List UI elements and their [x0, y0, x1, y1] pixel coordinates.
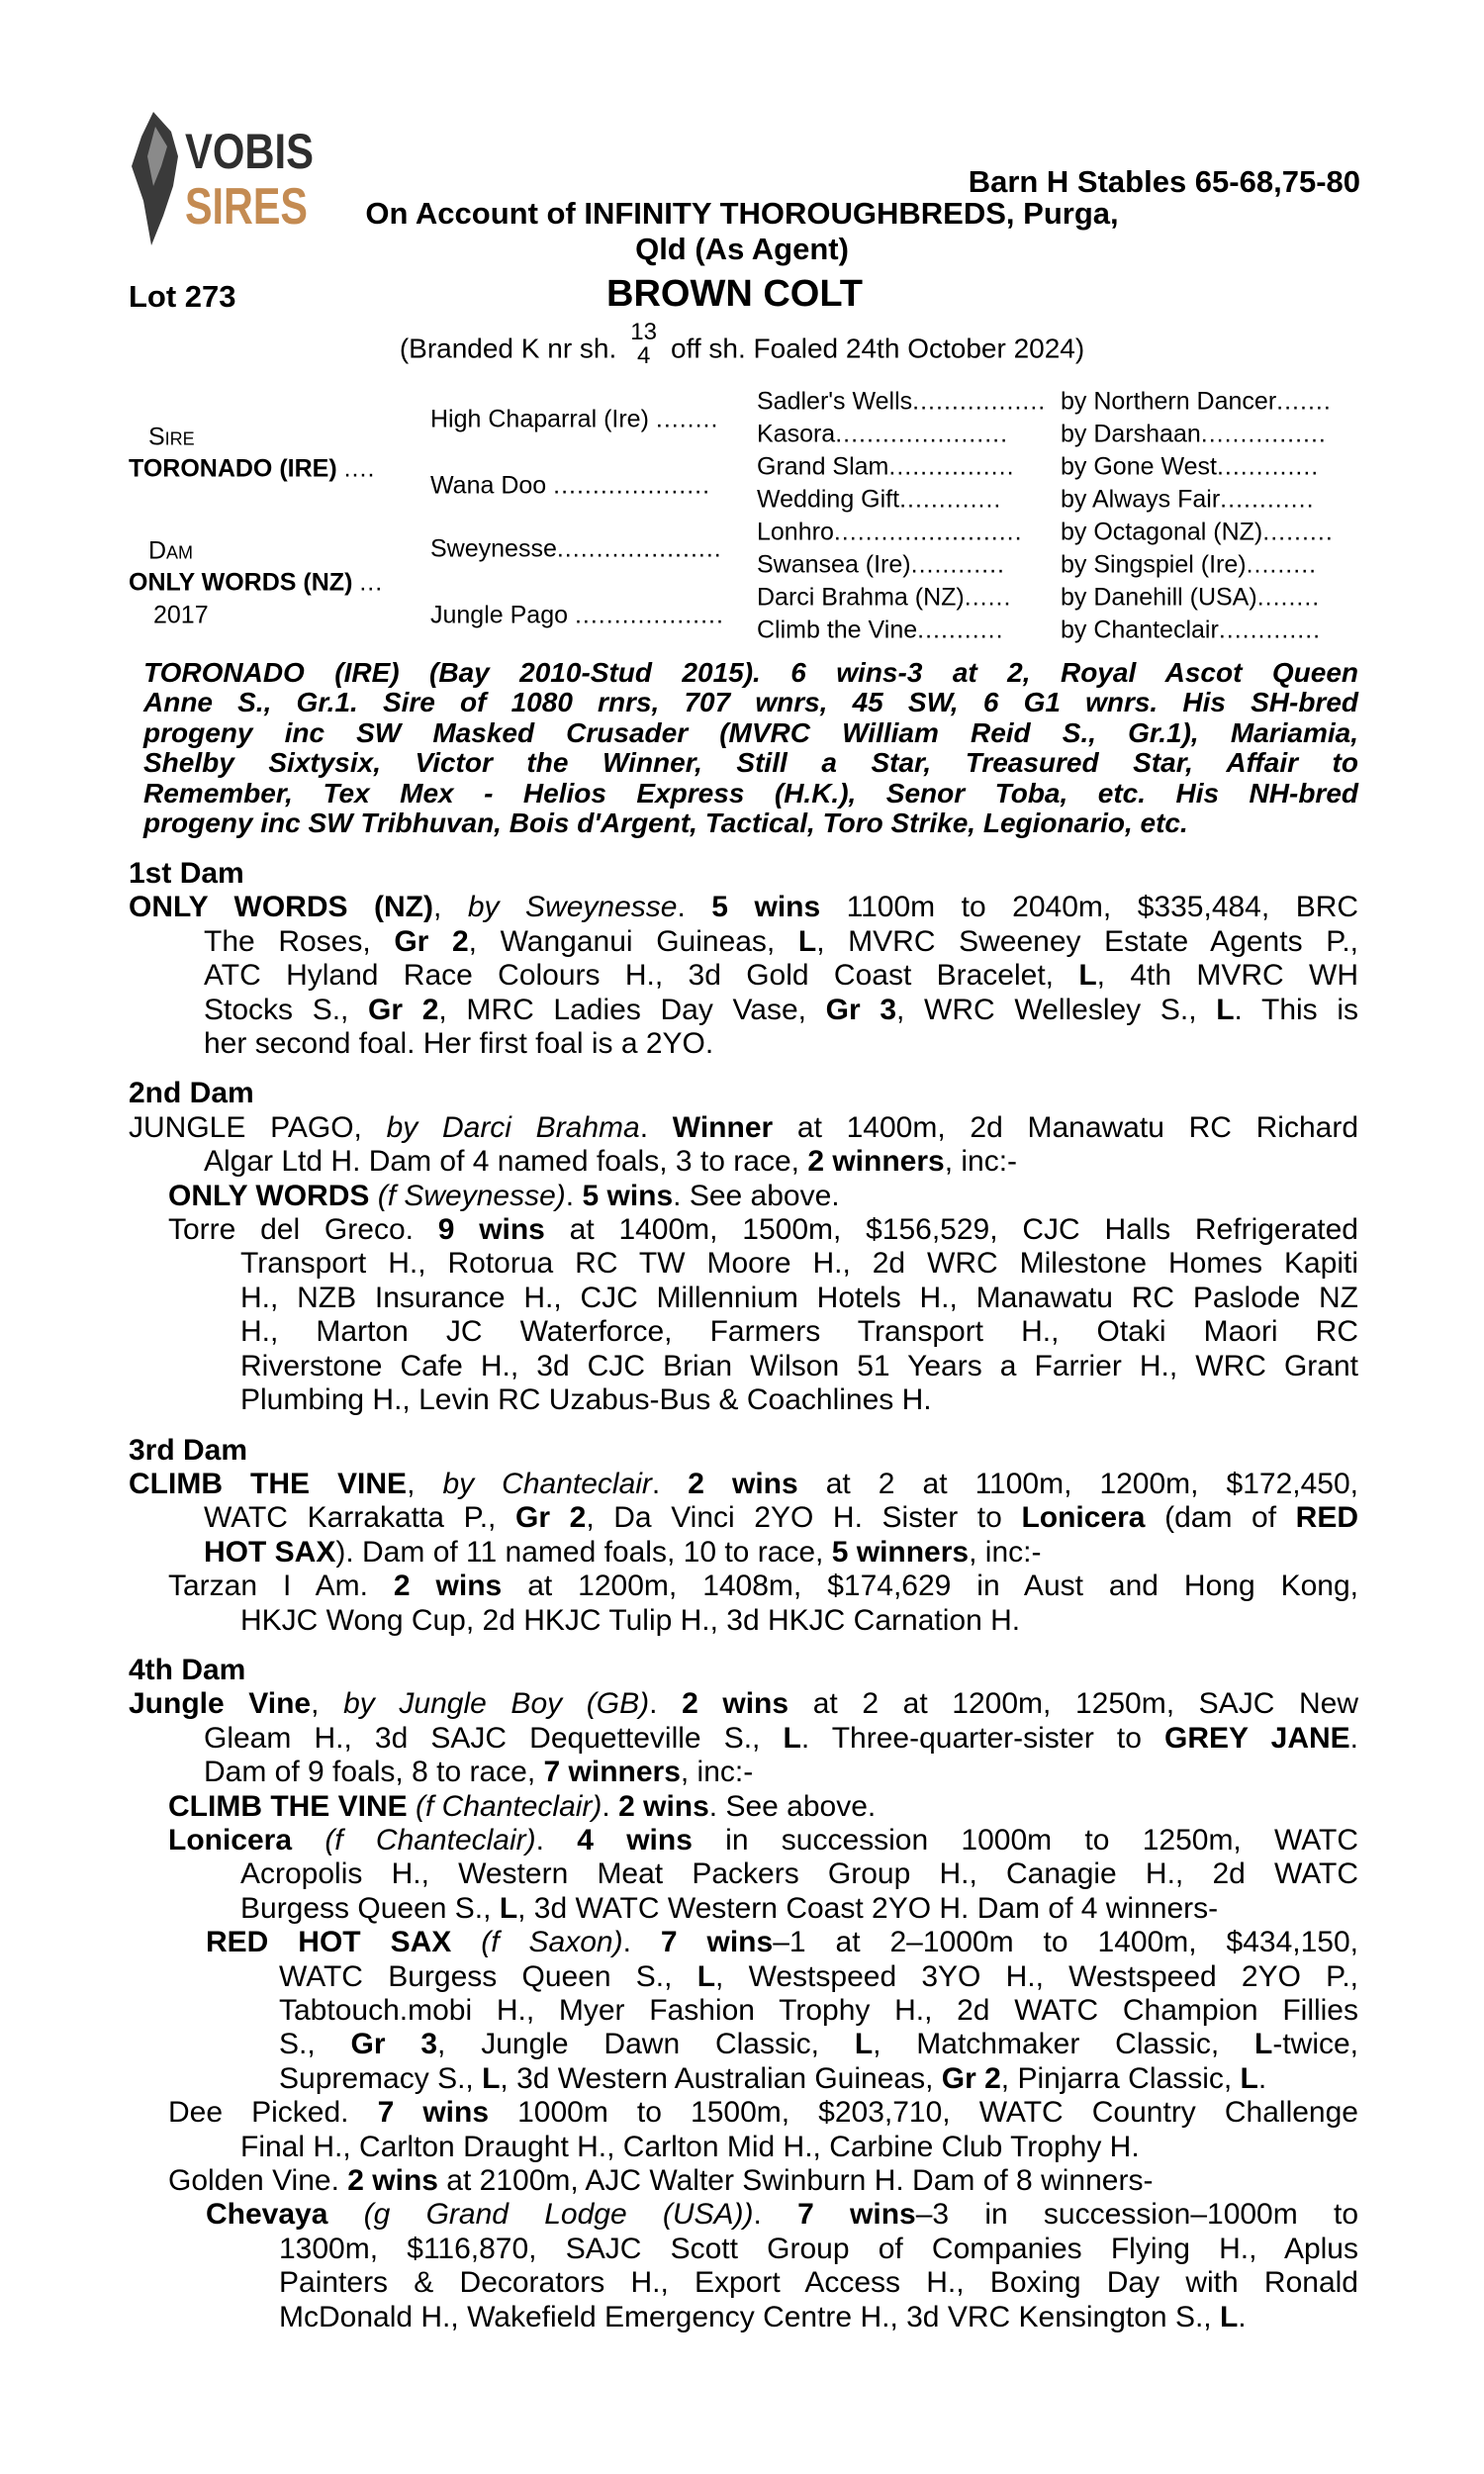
italic-text: (g Grand Lodge (USA)) — [363, 2198, 754, 2232]
bold-text: Gr 2 — [394, 924, 469, 958]
dots: ...... — [964, 583, 1012, 612]
entry-line — [129, 1111, 1358, 1145]
text: . — [1238, 2300, 1247, 2333]
svg-text:VOBIS: VOBIS — [185, 124, 314, 179]
bold-text: Lonicera — [1021, 1501, 1146, 1535]
summary-line: TORONADO (IRE) (Bay 2010-Stud 2015). 6 wins-3 at 2, Royal Ascot Queen — [143, 657, 1358, 688]
entry-line — [279, 2266, 1358, 2300]
ancestor-sire: by Gone West — [1061, 452, 1217, 481]
gen2-entry — [430, 470, 710, 503]
text: in succession 1000m to 1250m, WATC — [692, 1823, 1358, 1856]
text: at 1400m, 2d Manawatu RC Richard — [773, 1110, 1358, 1144]
bold-text: CLIMB THE VINE — [168, 1789, 408, 1823]
text — [451, 1926, 481, 1958]
text: . — [649, 1687, 683, 1721]
pedigree-entry — [129, 2096, 1358, 2164]
gen3-entry — [757, 582, 1011, 615]
text: , Westspeed 3YO H., Westspeed 2YO P., — [715, 1959, 1358, 1993]
text: , 4th MVRC WH — [1096, 959, 1358, 993]
text: , MRC Ladies Day Vase, — [438, 993, 826, 1026]
entry-line — [240, 1892, 1358, 1926]
sire-label: Sire — [148, 423, 195, 451]
pedigree-entry — [129, 1570, 1358, 1638]
text: at 2100m, AJC Walter Swinburn H. Dam of 8 winners- — [437, 2164, 1154, 2198]
text: at 1400m, 1500m, $156,529, CJC Halls Refrigerated — [544, 1213, 1358, 1247]
text: , — [433, 891, 468, 924]
entry-line — [168, 1180, 1358, 1213]
dots: ........... — [917, 616, 1004, 644]
bold-text: GREY JANE — [1164, 1721, 1350, 1755]
text: . — [1257, 2061, 1267, 2095]
ancestor-name: Lonhro — [757, 518, 834, 546]
text: . This is — [1234, 993, 1359, 1026]
entry-line — [204, 959, 1358, 993]
branded-pre: (Branded — [399, 333, 521, 364]
pedigree-entry — [129, 1926, 1358, 2096]
dots: ......... — [1262, 518, 1334, 546]
entry-line — [204, 994, 1358, 1027]
bold-text: 7 wins — [797, 2198, 916, 2232]
bold-text: Gr 2 — [368, 993, 439, 1026]
entry-line — [240, 1315, 1358, 1349]
sire-summary — [143, 658, 1358, 838]
vendor-line-2: Qld (As Agent) — [635, 232, 849, 266]
section-heading: 3rd Dam — [129, 1433, 248, 1467]
text — [369, 1180, 377, 1212]
entry-line — [206, 2198, 1358, 2232]
ancestor-sire: by Danehill (USA) — [1061, 583, 1257, 612]
ancestor-name: Climb the Vine — [757, 616, 918, 644]
summary-line: progeny inc SW Tribhuvan, Bois d'Argent, Tactical, Toro Strike, Legionario, etc. — [143, 808, 1188, 839]
text: , Jungle Dawn Classic, — [437, 2028, 855, 2061]
bold-text: L — [482, 2061, 501, 2095]
gen3-sire-of — [1061, 549, 1317, 582]
dots: ............ — [1220, 485, 1315, 514]
text: H., Marton JC Waterforce, Farmers Transport H., Otaki Maori RC — [240, 1315, 1358, 1349]
text: . — [753, 2198, 798, 2232]
text: at 2 at 1200m, 1250m, SAJC New — [788, 1687, 1359, 1721]
italic-text: (f Sweynesse) — [377, 1179, 566, 1212]
bold-text: Lonicera — [168, 1823, 293, 1856]
text: Dee Picked. — [168, 2096, 378, 2130]
text: , WRC Wellesley S., — [896, 993, 1217, 1026]
text: 1300m, $116,870, SAJC Scott Group of Companies Flying H., Aplus — [279, 2232, 1358, 2265]
text: The Roses, — [204, 924, 395, 958]
text: HKJC Wong Cup, 2d HKJC Tulip H., 3d HKJC Carnation H. — [240, 1603, 1021, 1637]
text: –1 at 2–1000m to 1400m, $434,150, — [773, 1926, 1359, 1959]
summary-line: progeny inc SW Masked Crusader (MVRC William Reid S., Gr.1), Mariamia, — [143, 716, 1358, 748]
branded-post: off sh. Foaled 24th October 2024) — [670, 333, 1085, 364]
sire-name: TORONADO (IRE) — [129, 454, 337, 483]
pedigree-entry — [129, 1824, 1358, 1926]
gen3-sire-of — [1061, 517, 1334, 549]
dots: ............. — [1216, 452, 1320, 481]
text: Golden Vine. — [168, 2164, 348, 2198]
bold-text: 2 wins — [393, 1570, 503, 1603]
gen3-sire-of — [1061, 451, 1319, 484]
bold-text: CLIMB THE VINE — [129, 1467, 408, 1500]
text: . — [1349, 1721, 1358, 1755]
brand-mark: K — [520, 333, 540, 364]
dam-line-details — [129, 857, 1358, 2350]
bold-text: 5 wins — [711, 891, 821, 924]
dots: ............. — [899, 485, 1002, 514]
bold-text: Winner — [672, 1110, 774, 1144]
ancestor-sire: by Singspiel (Ire) — [1061, 550, 1247, 579]
entry-line — [240, 1350, 1358, 1383]
entry-line — [168, 1790, 1358, 1824]
bold-text: L — [1254, 2028, 1273, 2061]
section-heading: 1st Dam — [129, 857, 244, 890]
text: Riverstone Cafe H., 3d CJC Brian Wilson 51 Years a Farrier H., WRC Grant — [240, 1349, 1358, 1382]
text: (dam of — [1145, 1501, 1296, 1535]
ancestor-name: Wedding Gift — [757, 485, 900, 514]
gen3-sire-of — [1061, 484, 1315, 517]
text: 1000m to 1500m, $203,710, WATC Country Challenge — [489, 2096, 1358, 2130]
dots: ... — [359, 568, 384, 597]
dots: ........ — [655, 405, 719, 433]
entry-line — [168, 1824, 1358, 1857]
text: –3 in succession–1000m to — [915, 2198, 1358, 2232]
barn-location: Barn H Stables 65-68,75-80 — [968, 164, 1360, 199]
entry-line — [279, 1994, 1358, 2028]
bold-text: 2 wins — [682, 1687, 789, 1721]
text: S., — [279, 2028, 351, 2061]
text: Tarzan I Am. — [168, 1570, 394, 1603]
bold-text: Gr 3 — [350, 2028, 438, 2061]
text: Painters & Decorators H., Export Access H., Boxing Day with Ronald — [279, 2266, 1358, 2300]
pedigree-entry — [129, 1180, 1358, 1213]
text: , Matchmaker Classic, — [873, 2028, 1255, 2061]
gen3-entry — [757, 419, 1008, 451]
bold-text: L — [783, 1721, 801, 1755]
bold-text: L — [797, 924, 817, 958]
italic-text: by Sweynesse — [467, 891, 678, 924]
pedigree-entry — [129, 1468, 1358, 1570]
text: , MVRC Sweeney Estate Agents P., — [816, 924, 1359, 958]
ancestor-name: Sweynesse — [430, 534, 557, 563]
dam-year: 2017 — [153, 601, 209, 629]
text: Dam of 9 foals, 8 to race, — [204, 1756, 544, 1789]
text: , 3d WATC Western Coast 2YO H. Dam of 4 winners- — [517, 1891, 1219, 1925]
text: Transport H., Rotorua RC TW Moore H., 2d WRC Milestone Homes Kapiti — [240, 1247, 1358, 1281]
ancestor-sire: by Chanteclair — [1061, 616, 1219, 644]
ancestor-sire: by Always Fair — [1061, 485, 1221, 514]
dots: ......... — [1246, 550, 1318, 579]
sire-row — [129, 453, 375, 486]
pedigree-entry — [129, 1213, 1358, 1417]
text — [327, 2198, 363, 2231]
bold-text: L — [499, 1891, 518, 1925]
text: , — [311, 1687, 344, 1721]
ancestor-name: Wana Doo — [430, 471, 547, 500]
text: , — [407, 1467, 443, 1500]
entry-line — [240, 1383, 1358, 1417]
entry-line — [279, 2028, 1358, 2061]
entry-line — [240, 2131, 1358, 2164]
entry-line — [204, 1536, 1358, 1570]
text: , inc:- — [944, 1145, 1018, 1179]
text: . — [622, 1926, 661, 1959]
gen3-entry — [757, 386, 1046, 419]
text: McDonald H., Wakefield Emergency Centre H., 3d VRC Kensington S., — [279, 2300, 1220, 2333]
entry-line — [279, 2233, 1358, 2266]
text: . — [677, 891, 712, 924]
lot-number: Lot 273 — [129, 279, 236, 314]
entry-line — [240, 1282, 1358, 1315]
bold-text: Jungle Vine — [129, 1687, 312, 1721]
text: Algar Ltd H. Dam of 4 named foals, 3 to race, — [204, 1145, 808, 1179]
entry-line — [129, 891, 1358, 924]
gen3-entry — [757, 549, 1005, 582]
bold-text: 5 winners — [831, 1535, 970, 1569]
entry-line — [240, 1247, 1358, 1281]
text: WATC Karrakatta P., — [204, 1501, 515, 1535]
pedigree-entry — [129, 891, 1358, 1061]
dam-label: Dam — [148, 536, 194, 565]
text: H., NZB Insurance H., CJC Millennium Hotels H., Manawatu RC Paslode NZ — [240, 1281, 1358, 1314]
entry-line — [279, 2301, 1358, 2334]
bold-text: HOT SAX — [204, 1535, 336, 1569]
text: Plumbing H., Levin RC Uzabus-Bus & Coachlines H. — [240, 1383, 932, 1417]
ancestor-name: Grand Slam — [757, 452, 889, 481]
dots: ................. — [912, 387, 1047, 416]
text: at 2 at 1100m, 1200m, $172,450, — [797, 1467, 1359, 1500]
summary-line: Shelby Sixtysix, Victor the Winner, Still a Star, Treasured Star, Affair to — [143, 747, 1358, 779]
text: , Wanganui Guineas, — [468, 924, 798, 958]
entry-line — [206, 1926, 1358, 1959]
dots: ............. — [1218, 616, 1322, 644]
bold-text: 7 wins — [377, 2096, 490, 2130]
text — [292, 1824, 325, 1856]
entry-line — [168, 1213, 1358, 1247]
entry-line — [168, 2096, 1358, 2130]
bold-text: 2 wins — [618, 1789, 709, 1823]
pedigree-entry — [129, 2164, 1358, 2198]
text: ). Dam of 11 named foals, 10 to race, — [335, 1535, 832, 1569]
dam-section — [129, 1077, 1358, 1417]
text: at 1200m, 1408m, $174,629 in Aust and Hong Kong, — [502, 1570, 1358, 1603]
ancestor-name: Sadler's Wells — [757, 387, 913, 416]
italic-text: by Darci Brahma — [386, 1110, 640, 1144]
dots: ...................... — [835, 420, 1009, 448]
text: Torre del Greco. — [168, 1213, 438, 1247]
bold-text: RED — [1295, 1501, 1359, 1535]
text: . — [535, 1823, 578, 1856]
text: . Three-quarter-sister to — [800, 1721, 1165, 1755]
bold-text: L — [1240, 2061, 1258, 2095]
italic-text: by Chanteclair — [442, 1467, 652, 1500]
bold-text: RED HOT SAX — [206, 1926, 452, 1959]
bold-text: L — [1078, 959, 1097, 993]
text: Final H., Carlton Draught H., Carlton Mid H., Carbine Club Trophy H. — [240, 2130, 1140, 2163]
ancestor-sire: by Octagonal (NZ) — [1061, 518, 1263, 546]
entry-line — [204, 1145, 1358, 1179]
dam-section — [129, 857, 1358, 1061]
brand-info — [0, 319, 1484, 374]
entry-line — [204, 1756, 1358, 1789]
entry-line — [240, 1604, 1358, 1638]
branded-mid: nr sh. — [539, 333, 617, 364]
text — [408, 1790, 416, 1823]
gen2-entry — [430, 600, 724, 632]
text: her second foal. Her first foal is a 2YO. — [204, 1027, 714, 1061]
pedigree-entry — [129, 1790, 1358, 1824]
dam-section — [129, 1434, 1358, 1638]
text: , 3d Western Australian Guineas, — [500, 2061, 942, 2095]
entry-line — [204, 1722, 1358, 1756]
gen3-sire-of — [1061, 419, 1327, 451]
bold-text: L — [1219, 2300, 1239, 2333]
text: , inc:- — [969, 1535, 1042, 1569]
text: Tabtouch.mobi H., Myer Fashion Trophy H., 2d WATC Champion Fillies — [279, 1994, 1358, 2027]
bold-text: ONLY WORDS (NZ) — [129, 891, 433, 924]
entry-line — [240, 1857, 1358, 1891]
text: . See above. — [708, 1789, 877, 1823]
text: . — [565, 1179, 583, 1212]
ancestor-sire: by Darshaan — [1061, 420, 1201, 448]
dots: ..................... — [556, 534, 722, 563]
bold-text: ONLY WORDS — [168, 1179, 370, 1212]
dots: ............ — [910, 550, 1005, 579]
bold-text: Gr 2 — [515, 1501, 587, 1535]
entry-line — [204, 1501, 1358, 1535]
bold-text: 2 winners — [807, 1145, 945, 1179]
bold-text: Gr 2 — [941, 2061, 1001, 2095]
bold-text: 7 winners — [543, 1756, 681, 1789]
text: 1100m to 2040m, $335,484, BRC — [820, 891, 1359, 924]
gen2-entry — [430, 404, 718, 436]
text: . — [639, 1110, 673, 1144]
entry-line — [168, 1570, 1358, 1603]
entry-line — [279, 2062, 1358, 2096]
entry-line — [168, 2164, 1358, 2198]
gen3-entry — [757, 615, 1004, 647]
gen3-entry — [757, 451, 1015, 484]
italic-text: (f Chanteclair) — [416, 1789, 603, 1823]
gen3-sire-of — [1061, 582, 1320, 615]
pedigree-entry — [129, 1687, 1358, 1789]
svg-text:SIRES: SIRES — [185, 178, 308, 236]
entry-line — [129, 1687, 1358, 1721]
italic-text: (f Saxon) — [481, 1926, 623, 1959]
brand-fraction — [630, 321, 657, 368]
text: Acropolis H., Western Meat Packers Group H., Canagie H., 2d WATC — [240, 1857, 1358, 1891]
horse-title: BROWN COLT — [606, 273, 863, 315]
ancestor-name: High Chaparral (Ire) — [430, 405, 649, 433]
bold-text: 9 wins — [437, 1213, 545, 1247]
ancestor-name: Jungle Pago — [430, 601, 569, 629]
text: , Da Vinci 2YO H. Sister to — [586, 1501, 1022, 1535]
dots: ........ — [1256, 583, 1321, 612]
text: . — [651, 1467, 689, 1500]
text: ATC Hyland Race Colours H., 3d Gold Coast Bracelet, — [204, 959, 1079, 993]
ancestor-sire: by Northern Dancer — [1061, 387, 1277, 416]
text: Burgess Queen S., — [240, 1891, 500, 1925]
entry-line — [129, 1468, 1358, 1501]
text: -twice, — [1272, 2028, 1359, 2061]
entry-line — [279, 1960, 1358, 1994]
bold-text: 5 wins — [582, 1179, 674, 1212]
bold-text: L — [854, 2028, 874, 2061]
text: JUNGLE PAGO, — [129, 1110, 387, 1144]
text: . See above. — [673, 1179, 840, 1212]
pedigree-entry — [129, 1111, 1358, 1180]
fraction-bottom: 4 — [636, 342, 651, 369]
gen3-sire-of — [1061, 615, 1321, 647]
ancestor-name: Darci Brahma (NZ) — [757, 583, 965, 612]
bold-text: L — [696, 1959, 716, 1993]
italic-text: (f Chanteclair) — [325, 1823, 536, 1856]
text: . — [602, 1789, 619, 1823]
dam-section — [129, 1654, 1358, 2334]
text: WATC Burgess Queen S., — [279, 1959, 697, 1993]
bold-text: Chevaya — [206, 2198, 328, 2232]
dam-name: ONLY WORDS (NZ) — [129, 568, 353, 597]
text: Stocks S., — [204, 993, 369, 1026]
section-heading: 4th Dam — [129, 1653, 246, 1686]
entry-line — [204, 1027, 1358, 1061]
entry-line — [204, 925, 1358, 959]
dots: ................ — [1200, 420, 1327, 448]
ancestor-name: Swansea (Ire) — [757, 550, 911, 579]
text: Supremacy S., — [279, 2061, 483, 2095]
bold-text: 2 wins — [688, 1467, 798, 1500]
bold-text: 2 wins — [347, 2164, 438, 2198]
dots: ....... — [1276, 387, 1332, 416]
text: , inc:- — [680, 1756, 754, 1789]
bold-text: L — [1216, 993, 1235, 1026]
summary-line: Anne S., Gr.1. Sire of 1080 rnrs, 707 wnrs, 45 SW, 6 G1 wnrs. His SH-bred — [143, 687, 1358, 718]
bold-text: 7 wins — [660, 1926, 774, 1959]
fraction-top: 13 — [630, 319, 657, 345]
ancestor-name: Kasora — [757, 420, 836, 448]
italic-text: by Jungle Boy (GB) — [343, 1687, 650, 1721]
section-heading: 2nd Dam — [129, 1077, 254, 1110]
gen3-entry — [757, 484, 1001, 517]
dots: .... — [343, 454, 376, 483]
vendor-line: On Account of INFINITY THOROUGHBREDS, Purga, — [365, 196, 1119, 231]
gen3-entry — [757, 517, 1023, 549]
gen3-sire-of — [1061, 386, 1332, 419]
bold-text: Gr 3 — [825, 993, 897, 1026]
summary-line: Remember, Tex Mex - Helios Express (H.K.), Senor Toba, etc. His NH-bred — [143, 777, 1358, 809]
gen2-entry — [430, 533, 722, 566]
dam-row — [129, 567, 383, 600]
text: , Pinjarra Classic, — [1000, 2061, 1241, 2095]
text: Gleam H., 3d SAJC Dequetteville S., — [204, 1721, 784, 1755]
dots: ................... — [574, 601, 724, 629]
bold-text: 4 wins — [577, 1823, 693, 1856]
pedigree-entry — [129, 2198, 1358, 2334]
dots: ........................ — [833, 518, 1023, 546]
dots: ................ — [888, 452, 1015, 481]
dots: .................... — [553, 471, 711, 500]
